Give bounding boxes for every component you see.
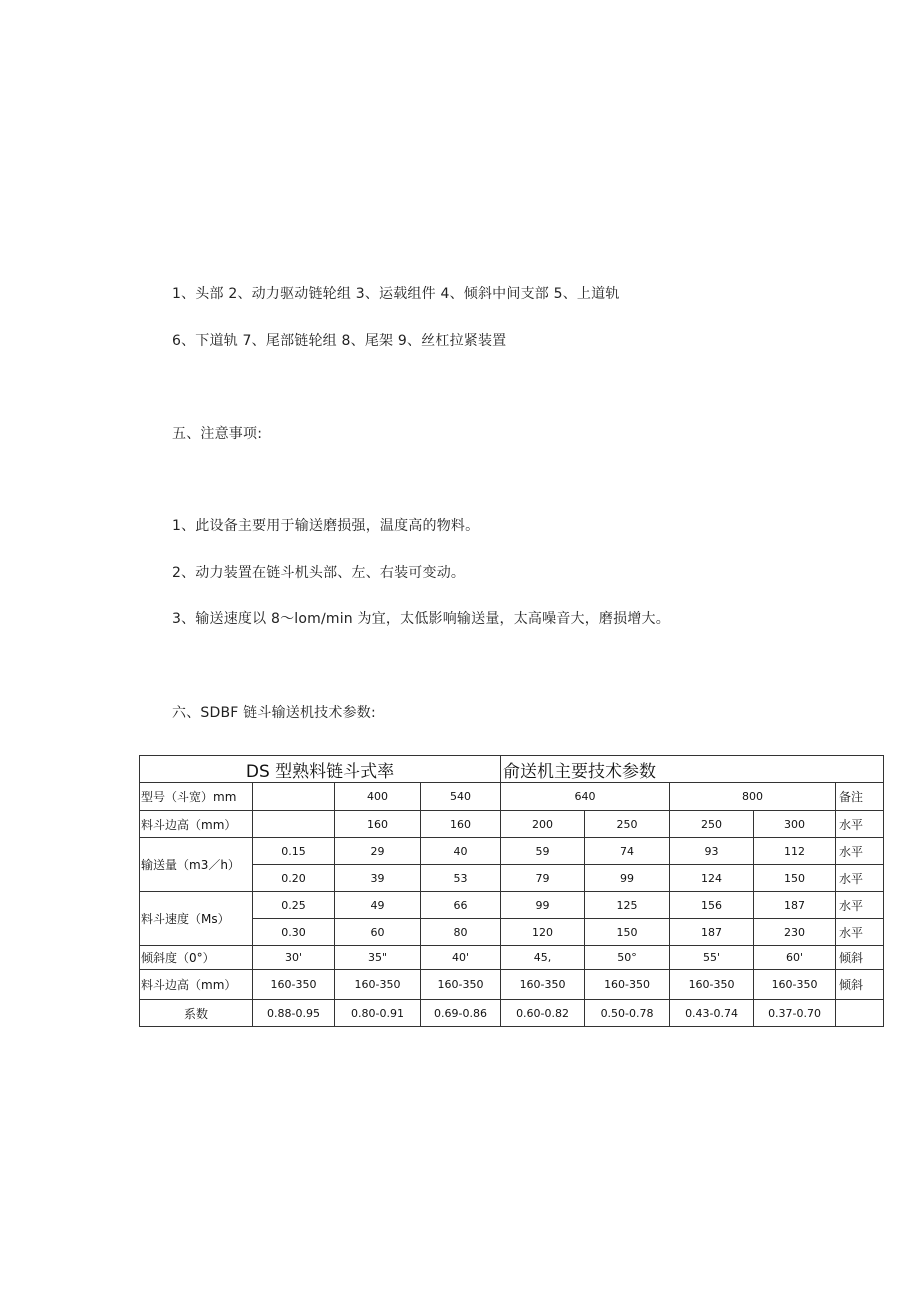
table-row <box>140 946 884 970</box>
table-cell: 230 <box>754 919 836 946</box>
row-label: 料斗边高（mm） <box>140 811 253 838</box>
row-label: 料斗边高（mm） <box>140 970 253 1000</box>
table-cell: 79 <box>501 865 585 892</box>
table-row <box>140 1000 884 1027</box>
table-row <box>140 811 884 838</box>
table-cell: 125 <box>585 892 670 919</box>
table-row <box>140 783 884 811</box>
table-cell: 0.43-0.74 <box>670 1000 754 1027</box>
table-cell: 160 <box>335 811 421 838</box>
table-cell: 35" <box>335 946 421 970</box>
table-cell: 0.69-0.86 <box>421 1000 501 1027</box>
table-cell: 0.25 <box>253 892 335 919</box>
note-item-2: 2、动力装置在链斗机头部、左、右装可变动。 <box>172 565 466 581</box>
table-cell: 160-350 <box>754 970 836 1000</box>
table-row <box>140 892 884 919</box>
table-cell: 60 <box>335 919 421 946</box>
table-cell: 300 <box>754 811 836 838</box>
table-cell: 0.30 <box>253 919 335 946</box>
table-cell: 160-350 <box>501 970 585 1000</box>
table-cell: 160-350 <box>253 970 335 1000</box>
row-note: 水平 <box>836 892 884 919</box>
spec-table <box>139 755 884 1027</box>
table-cell: 45, <box>501 946 585 970</box>
table-cell <box>253 783 335 811</box>
table-cell: 39 <box>335 865 421 892</box>
table-cell: 250 <box>585 811 670 838</box>
table-cell: 0.88-0.95 <box>253 1000 335 1027</box>
table-cell: 120 <box>501 919 585 946</box>
table-cell: 160-350 <box>670 970 754 1000</box>
table-cell: 250 <box>670 811 754 838</box>
row-label: 型号（斗宽）mm <box>140 783 253 811</box>
table-cell: 160-350 <box>585 970 670 1000</box>
params-heading: 六、SDBF 链斗输送机技术参数: <box>172 705 376 721</box>
table-title-right: 俞送机主要技术参数 <box>501 756 884 783</box>
row-label: 料斗速度（Ms） <box>140 892 253 946</box>
table-cell: 74 <box>585 838 670 865</box>
table-cell: 187 <box>754 892 836 919</box>
row-note: 水平 <box>836 838 884 865</box>
table-cell: 156 <box>670 892 754 919</box>
row-label: 系数 <box>140 1000 253 1027</box>
row-note: 倾斜 <box>836 970 884 1000</box>
table-cell: 0.60-0.82 <box>501 1000 585 1027</box>
table-cell: 55' <box>670 946 754 970</box>
table-cell: 99 <box>501 892 585 919</box>
table-row <box>140 970 884 1000</box>
table-cell: 0.15 <box>253 838 335 865</box>
components-line-2: 6、下道轨 7、尾部链轮组 8、尾架 9、丝杠拉紧装置 <box>172 333 507 349</box>
table-cell: 0.80-0.91 <box>335 1000 421 1027</box>
table-cell: 53 <box>421 865 501 892</box>
table-cell: 80 <box>421 919 501 946</box>
table-cell: 124 <box>670 865 754 892</box>
table-cell: 150 <box>754 865 836 892</box>
table-cell: 93 <box>670 838 754 865</box>
table-cell: 0.37-0.70 <box>754 1000 836 1027</box>
table-cell: 59 <box>501 838 585 865</box>
row-note: 水平 <box>836 919 884 946</box>
table-cell: 40 <box>421 838 501 865</box>
table-cell: 187 <box>670 919 754 946</box>
table-cell: 99 <box>585 865 670 892</box>
row-note: 水平 <box>836 811 884 838</box>
table-cell: 66 <box>421 892 501 919</box>
table-cell: 112 <box>754 838 836 865</box>
notes-heading: 五、注意事项: <box>172 426 263 442</box>
table-cell: 0.20 <box>253 865 335 892</box>
table-cell: 800 <box>670 783 836 811</box>
table-cell: 49 <box>335 892 421 919</box>
row-note: 水平 <box>836 865 884 892</box>
table-cell: 60' <box>754 946 836 970</box>
row-note: 备注 <box>836 783 884 811</box>
table-cell: 160-350 <box>421 970 501 1000</box>
table-cell: 540 <box>421 783 501 811</box>
table-cell: 640 <box>501 783 670 811</box>
table-cell: 160 <box>421 811 501 838</box>
table-cell: 50° <box>585 946 670 970</box>
table-title-row <box>140 756 884 783</box>
table-cell: 200 <box>501 811 585 838</box>
table-cell: 0.50-0.78 <box>585 1000 670 1027</box>
table-cell: 400 <box>335 783 421 811</box>
row-label: 倾斜度（0°） <box>140 946 253 970</box>
table-cell: 160-350 <box>335 970 421 1000</box>
components-line-1: 1、头部 2、动力驱动链轮组 3、运载组件 4、倾斜中间支部 5、上道轨 <box>172 286 620 302</box>
table-cell <box>253 811 335 838</box>
table-title-left: DS 型熟料链斗式率 <box>140 756 501 783</box>
table-cell: 40' <box>421 946 501 970</box>
table-cell: 150 <box>585 919 670 946</box>
table-row <box>140 838 884 865</box>
note-item-3: 3、输送速度以 8～lom∕min 为宜，太低影响输送量，太高噪音大，磨损增大。 <box>172 611 670 627</box>
table-cell: 29 <box>335 838 421 865</box>
row-note <box>836 1000 884 1027</box>
row-label: 输送量（m3／h） <box>140 838 253 892</box>
table-cell: 30' <box>253 946 335 970</box>
row-note: 倾斜 <box>836 946 884 970</box>
note-item-1: 1、此设备主要用于输送磨损强，温度高的物料。 <box>172 518 480 534</box>
